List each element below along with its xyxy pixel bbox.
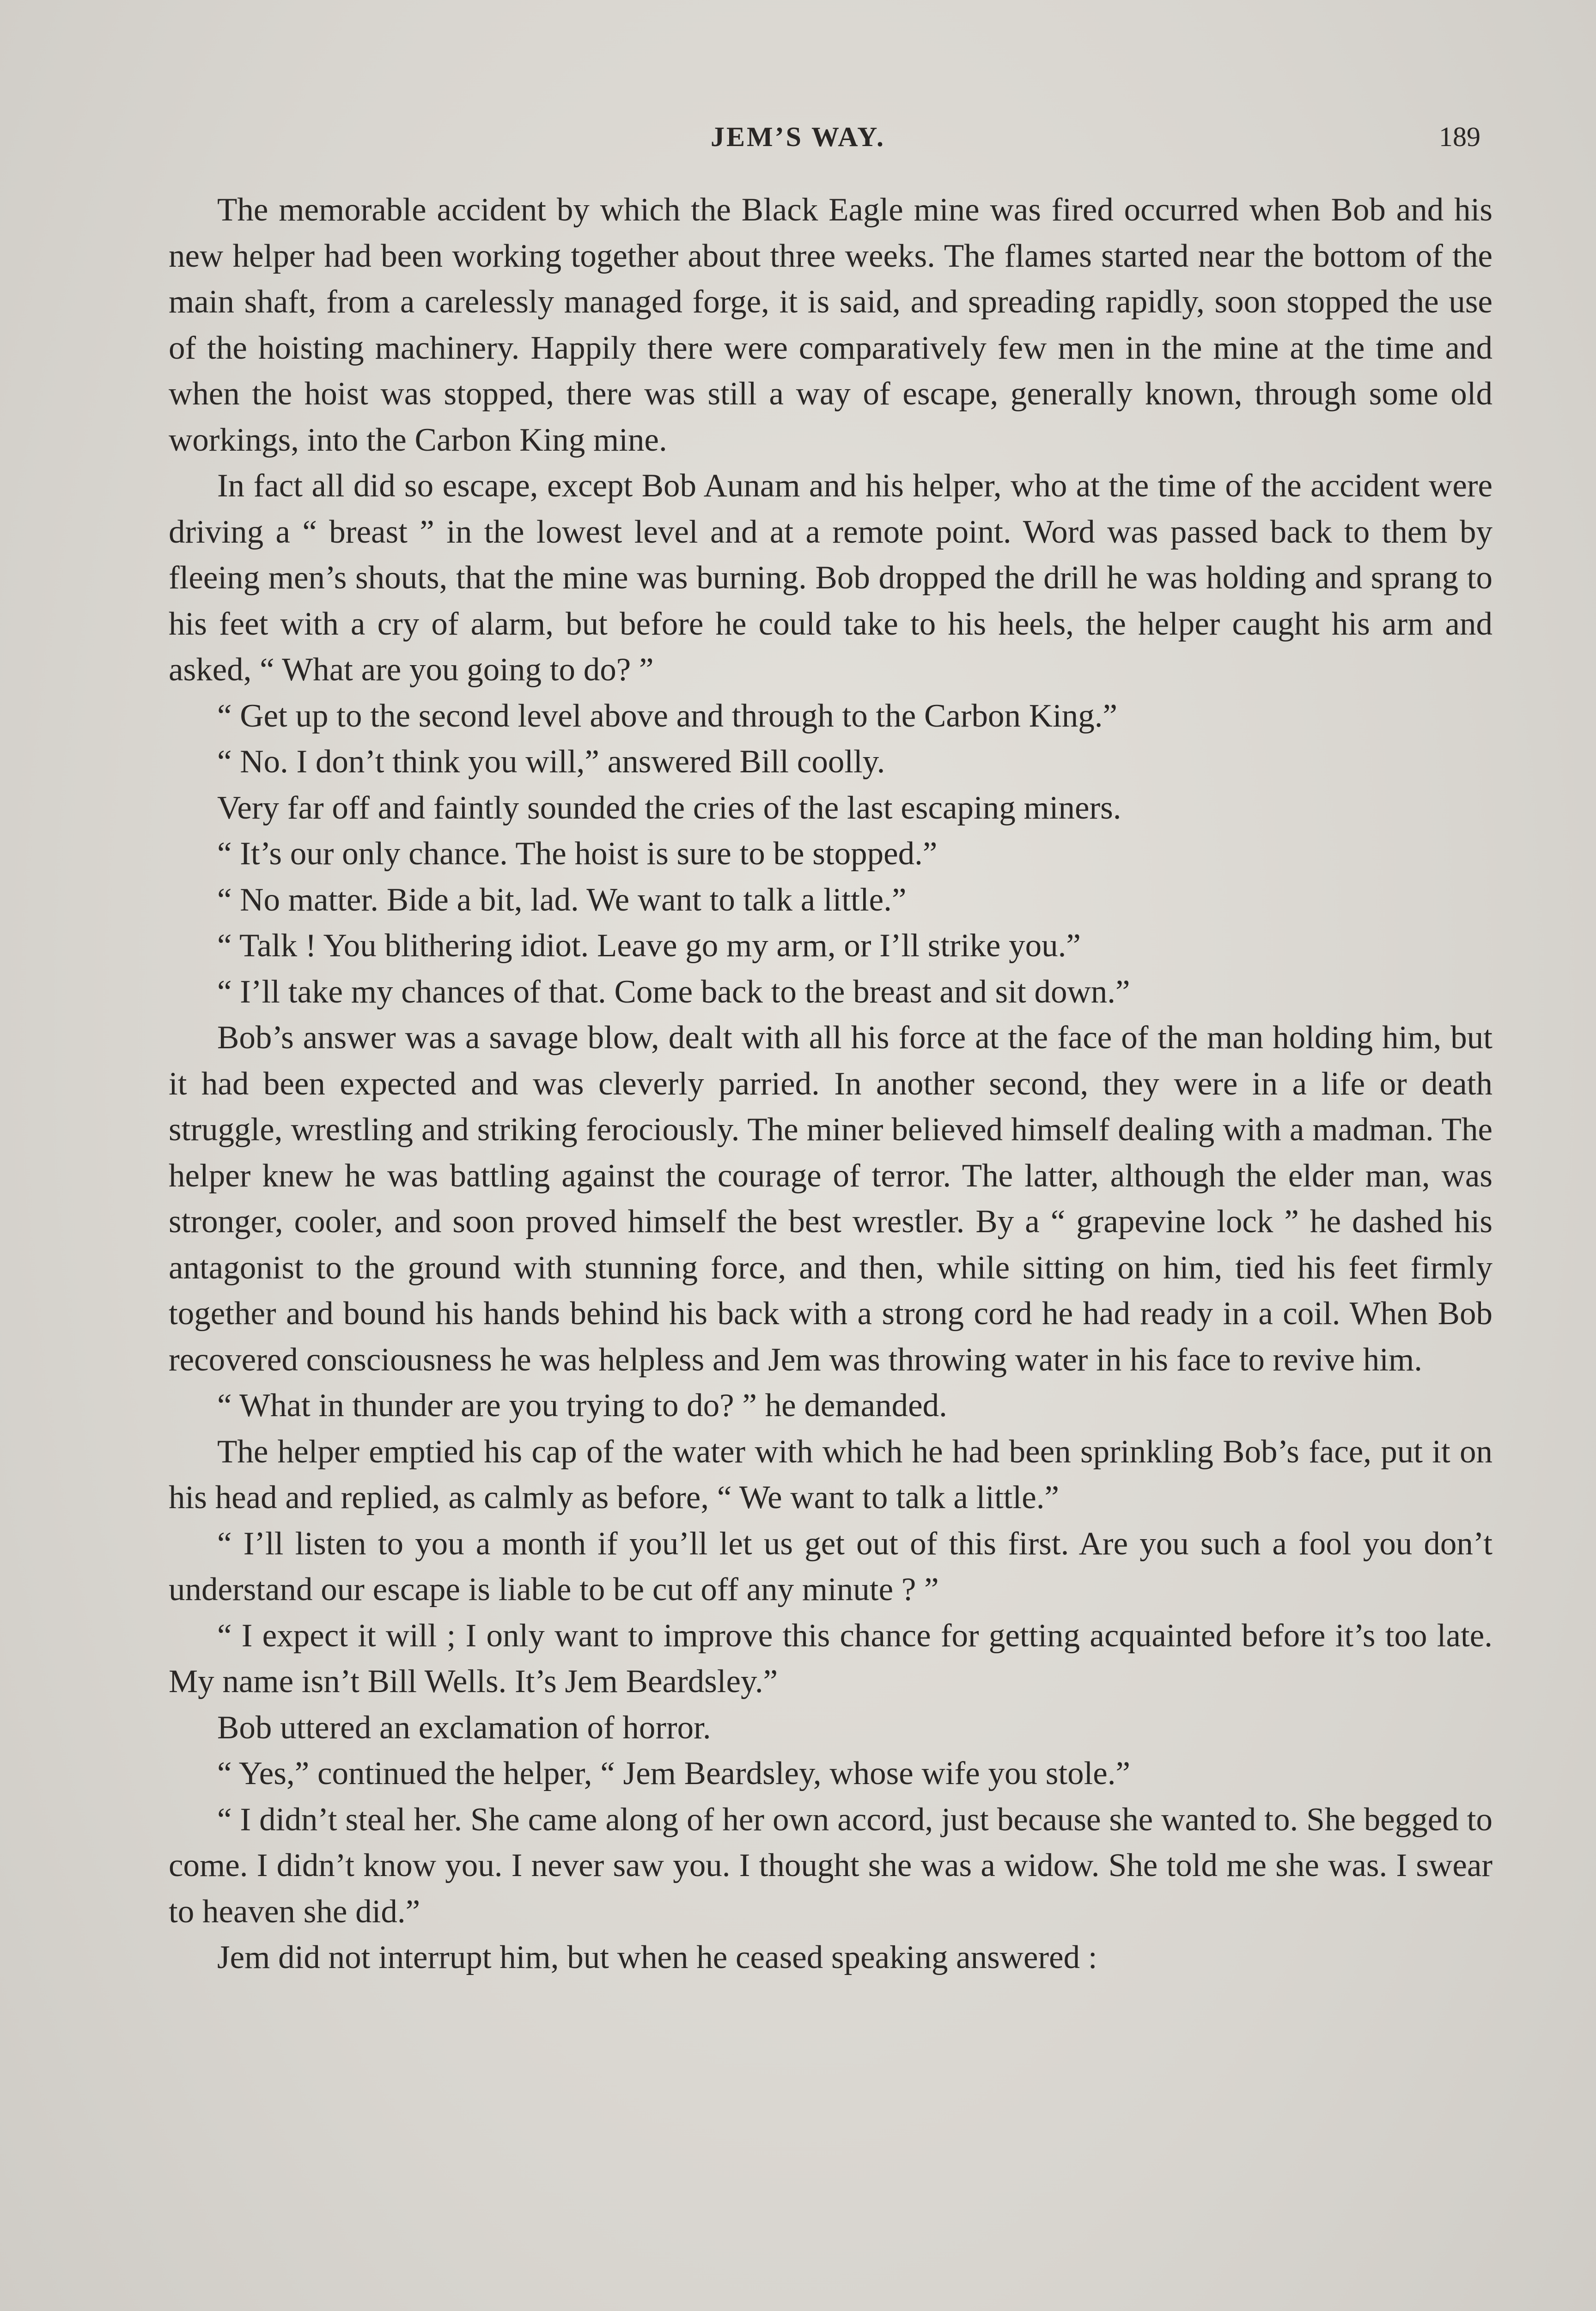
paragraph: “ Get up to the second level above and through to the Carbon King.”: [217, 697, 1118, 734]
paragraph: Bob’s answer was a savage blow, dealt with all his force at the face of the man holding him, but it had been expected and was cleverly parried. In another second, they were in a life or death struggle, wrestling and striking ferociously. The miner believed himself dealing with a madman. The helper knew he was battling against the courage of terror. The latter, although the elder man, was stronger, cooler, and soon proved himself the best wrestler. By a “ grapevine lock ” he dashed his antagonist to the ground with stunning force, and then, while sitting on him, tied his feet firmly together and bound his hands behind his back with a strong cord he had ready in a coil. When Bob recovered consciousness he was helpless and Jem was throwing water in his face to revive him.: [169, 1020, 1492, 1378]
paragraph: In fact all did so escape, except Bob Aunam and his helper, who at the time of the accident were driving a “ breast ” in the lowest level and at a remote point. Word was passed back to them by fleeing men’s shouts, that the mine was burning. Bob dropped the drill he was holding and sprang to his feet with a cry of alarm, but before he could take to his heels, the helper caught his arm and asked, “ What are you going to do? ”: [169, 468, 1492, 688]
paragraph: The memorable accident by which the Black Eagle mine was fired occurred when Bob and his new helper had been working together about three weeks. The flames started near the bottom of the main shaft, from a carelessly managed forge, it is said, and spreading rapidly, soon stopped the use of the hoisting machinery. Happily there were comparatively few men in the mine at the time and when the hoist was stopped, there was still a way of escape, generally known, through some old workings, into the Carbon King mine.: [169, 192, 1492, 458]
paragraph: “ No. I don’t think you will,” answered Bill coolly.: [217, 744, 885, 780]
paragraph: “ What in thunder are you trying to do? ” he demanded.: [217, 1388, 947, 1424]
paragraph: “ I’ll take my chances of that. Come back to the breast and sit down.”: [217, 973, 1130, 1010]
body-text: [169, 187, 1492, 1981]
page-number: 189: [1439, 122, 1480, 152]
paragraph: Jem did not interrupt him, but when he ceased speaking answered :: [217, 1939, 1097, 1975]
paragraph: “ I’ll listen to you a month if you’ll let us get out of this first. Are you such a fool you don’t understand our escape is liable to be cut off any minute ? ”: [169, 1525, 1492, 1608]
paragraph: Bob uttered an exclamation of horror.: [217, 1709, 711, 1746]
paragraph: “ It’s our only chance. The hoist is sure to be stopped.”: [217, 836, 938, 872]
paragraph: “ Yes,” continued the helper, “ Jem Beardsley, whose wife you stole.”: [217, 1755, 1131, 1791]
paragraph: “ Talk ! You blithering idiot. Leave go my arm, or I’ll strike you.”: [217, 928, 1081, 964]
paragraph: “ I expect it will ; I only want to improve this chance for getting acquainted before it’s too late. My name isn’t Bill Wells. It’s Jem Beardsley.”: [169, 1617, 1492, 1700]
paragraph: The helper emptied his cap of the water with which he had been sprinkling Bob’s face, put it on his head and replied, as calmly as before, “ We want to talk a little.”: [169, 1433, 1492, 1516]
running-title: JEM’S WAY.: [711, 122, 885, 152]
paragraph: “ I didn’t steal her. She came along of her own accord, just because she wanted to. She begged to come. I didn’t know you. I never saw you. I thought she was a widow. She told me she was. I swear to heaven she did.”: [169, 1801, 1492, 1930]
paragraph: “ No matter. Bide a bit, lad. We want to talk a little.”: [217, 881, 907, 918]
paragraph: Very far off and faintly sounded the cries of the last escaping miners.: [217, 789, 1121, 826]
